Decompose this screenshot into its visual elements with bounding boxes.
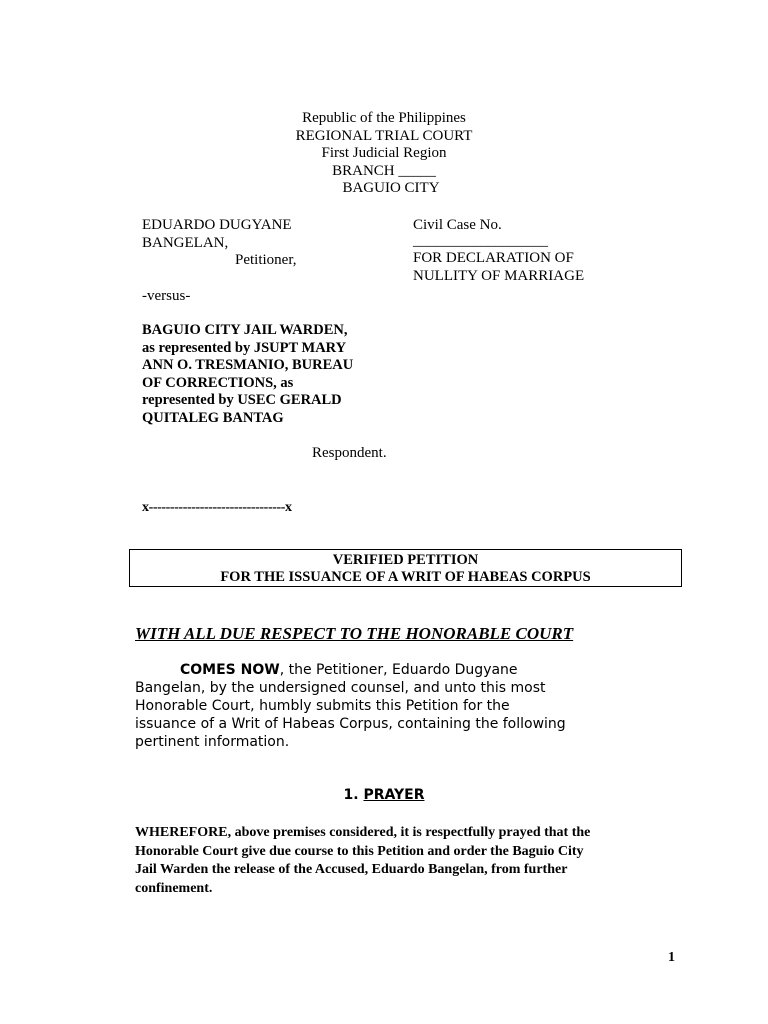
petition-title-line2: FOR THE ISSUANCE OF A WRIT OF HABEAS CORPUS [220,569,591,585]
respondent-line: represented by USEC GERALD [142,392,342,408]
respondent-role: Respondent. [312,445,387,461]
caption-separator: x--------------------------------x [142,500,292,515]
header-court: REGIONAL TRIAL COURT [295,127,473,144]
case-nature-line1: FOR DECLARATION OF [413,250,574,266]
header-republic: Republic of the Philippines [302,110,466,126]
petitioner-role: Petitioner, [235,252,297,268]
respondent-line: QUITALEG BANTAG [142,409,284,426]
intro-line-1-rest: , the Petitioner, Eduardo Dugyane [279,662,518,678]
petition-title-line1: VERIFIED PETITION [332,552,479,568]
case-nature-line2: NULLITY OF MARRIAGE [413,267,585,284]
prayer-line: WHEREFORE, above premises considered, it is respectfully prayed that the [135,825,591,840]
petitioner-name-line1: EDUARDO DUGYANE [142,217,292,233]
petitioner-block [142,217,296,270]
respondent-line: as represented by JSUPT MARY [142,339,347,356]
prayer-line: Jail Warden the release of the Accused, Eduardo Bangelan, from further [135,862,568,877]
intro-line-2: Bangelan, by the undersigned counsel, and unto this most [135,680,546,696]
prayer-line: Honorable Court give due course to this Petition and order the Baguio City [135,843,584,859]
salutation: WITH ALL DUE RESPECT TO THE HONORABLE COURT [135,624,574,643]
intro-line-5: pertinent information. [135,734,290,750]
respondent-block [142,322,353,427]
page-number: 1 [668,950,675,965]
versus-label: -versus- [142,288,191,304]
header-city: BAGUIO CITY [342,180,440,196]
intro-paragraph [135,661,695,751]
respondent-line: BAGUIO CITY JAIL WARDEN, [142,322,348,338]
prayer-paragraph [135,824,695,898]
prayer-number: 1. [343,787,359,803]
prayer-heading [0,787,768,803]
respondent-line: ANN O. TRESMANIO, BUREAU [142,357,354,373]
court-header [0,110,768,198]
case-block [413,217,584,285]
respondent-line: OF CORRECTIONS, as [142,374,294,391]
intro-line-3: Honorable Court, humbly submits this Petition for the [135,698,510,714]
petition-title-box [129,549,682,587]
intro-line-1 [135,661,695,679]
prayer-heading-text: PRAYER [363,787,425,803]
intro-line-4: issuance of a Writ of Habeas Corpus, containing the following [135,716,566,732]
header-region: First Judicial Region [321,145,447,161]
header-branch: BRANCH _____ [332,162,436,179]
case-number-blank: __________________ [413,232,548,249]
case-number-label: Civil Case No. [413,217,502,233]
intro-bold-lead: COMES NOW [180,662,280,678]
petitioner-name-line2: BANGELAN, [142,234,229,251]
prayer-line: confinement. [135,880,213,896]
